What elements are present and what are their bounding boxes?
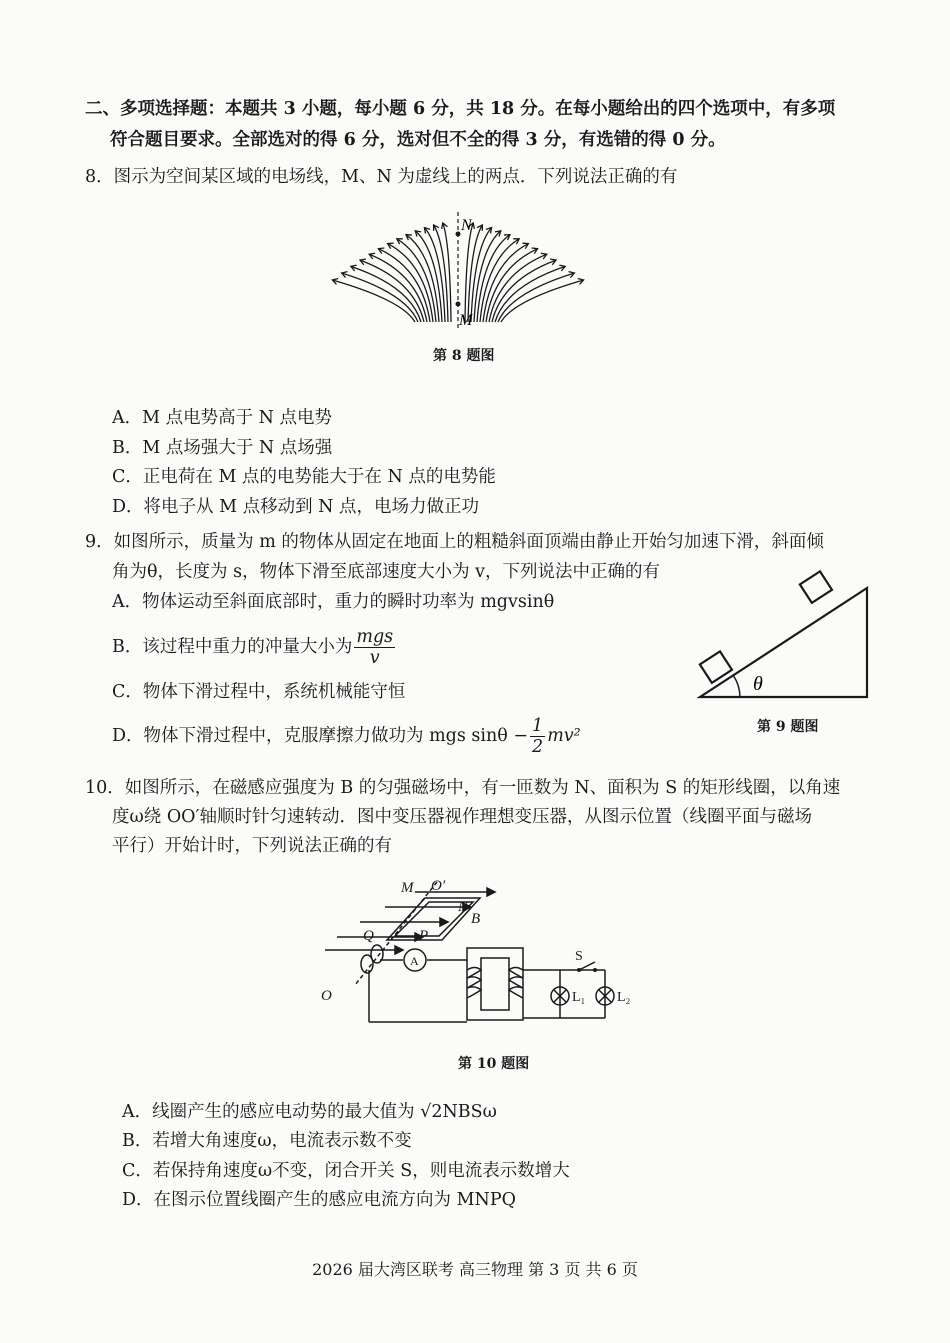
q9-option-b-text: B．该过程中重力的冲量大小为 xyxy=(112,637,353,657)
q9-caption: 第 9 题图 xyxy=(757,719,819,735)
q9-option-d-numerator: 1 xyxy=(532,716,544,736)
q8-option-d: D．将电子从 M 点移动到 N 点，电场力做正功 xyxy=(112,497,480,517)
q10-option-c: C．若保持角速度ω不变，闭合开关 S，则电流表示数增大 xyxy=(122,1161,570,1181)
q10-generator-circuit-figure xyxy=(315,870,645,1030)
q10-stem-line1: 10．如图所示，在磁感应强度为 B 的匀强磁场中，有一匝数为 N、面积为 S 的矩形线圈，以角速 xyxy=(85,778,841,798)
q10-stem-line3: 平行）开始计时，下列说法正确的有 xyxy=(112,836,392,856)
q9-option-d-fraction xyxy=(530,716,545,757)
page-footer: 2026 届大湾区联考 高三物理 第 3 页 共 6 页 xyxy=(312,1260,638,1279)
q9-option-b-denominator: v xyxy=(369,648,380,668)
q9-option-c: C．物体下滑过程中，系统机械能守恒 xyxy=(112,682,406,702)
section-title-line2: 符合题目要求。全部选对的得 6 分，选对但不全的得 3 分，有选错的得 0 分。 xyxy=(110,130,726,150)
q10-lamp1-label: L₁ xyxy=(572,990,586,1005)
q8-option-c: C．正电荷在 M 点的电势能大于在 N 点的电势能 xyxy=(112,467,496,487)
q10-switch-label: S xyxy=(575,949,583,964)
q9-theta-label: θ xyxy=(753,673,763,695)
section-title-line1: 二、多项选择题：本题共 3 小题，每小题 6 分，共 18 分。在每小题给出的四个选项中，有多项 xyxy=(85,99,836,119)
q10-label-o: O xyxy=(321,988,332,1004)
q9-option-d-denominator: 2 xyxy=(532,737,544,757)
q9-option-a: A．物体运动至斜面底部时，重力的瞬时功率为 mgvsinθ xyxy=(112,592,555,612)
q8-option-b: B．M 点场强大于 N 点场强 xyxy=(112,438,333,458)
q9-stem-line1: 9．如图所示，质量为 m 的物体从固定在地面上的粗糙斜面顶端由静止开始匀加速下滑，斜面倾 xyxy=(85,532,824,552)
q10-label-n: N xyxy=(458,899,469,915)
q8-label-n: N xyxy=(461,217,472,234)
q8-label-m: M xyxy=(459,312,473,329)
q10-caption: 第 10 题图 xyxy=(458,1056,530,1072)
q9-option-b-fraction xyxy=(354,627,395,668)
q9-option-d-suffix: mv² xyxy=(547,726,581,746)
q9-option-d xyxy=(112,713,581,759)
q10-label-q: Q xyxy=(363,928,374,944)
q9-option-b-numerator: mgs xyxy=(356,627,394,647)
q10-option-d: D．在图示位置线圈产生的感应电流方向为 MNPQ xyxy=(122,1190,516,1210)
q10-option-b: B．若增大角速度ω，电流表示数不变 xyxy=(122,1131,412,1151)
q10-stem-line2: 度ω绕 OO′轴顺时针匀速转动．图中变压器视作理想变压器，从图示位置（线圈平面与磁场 xyxy=(112,807,812,827)
q10-label-m: M xyxy=(401,880,414,896)
q8-stem: 8．图示为空间某区域的电场线，M、N 为虚线上的两点．下列说法正确的有 xyxy=(85,167,678,187)
q10-label-o-prime: O′ xyxy=(431,878,446,894)
q8-field-lines-figure xyxy=(330,212,590,332)
q10-ammeter-label: A xyxy=(410,954,419,968)
q9-incline-figure xyxy=(695,580,875,700)
q8-caption: 第 8 题图 xyxy=(433,348,495,364)
q9-option-b xyxy=(112,624,397,670)
q10-option-a: A．线圈产生的感应电动势的最大值为 √2NBSω xyxy=(122,1102,497,1122)
q9-stem-line2: 角为θ，长度为 s，物体下滑至底部速度大小为 v，下列说法中正确的有 xyxy=(112,562,661,582)
q10-lamp2-label: L₂ xyxy=(617,990,631,1005)
q8-option-a: A．M 点电势高于 N 点电势 xyxy=(112,408,333,428)
q9-option-d-text: D．物体下滑过程中，克服摩擦力做功为 mgs sinθ − xyxy=(112,726,529,746)
q10-label-p: P xyxy=(419,928,429,944)
q10-label-b: B xyxy=(471,911,481,927)
